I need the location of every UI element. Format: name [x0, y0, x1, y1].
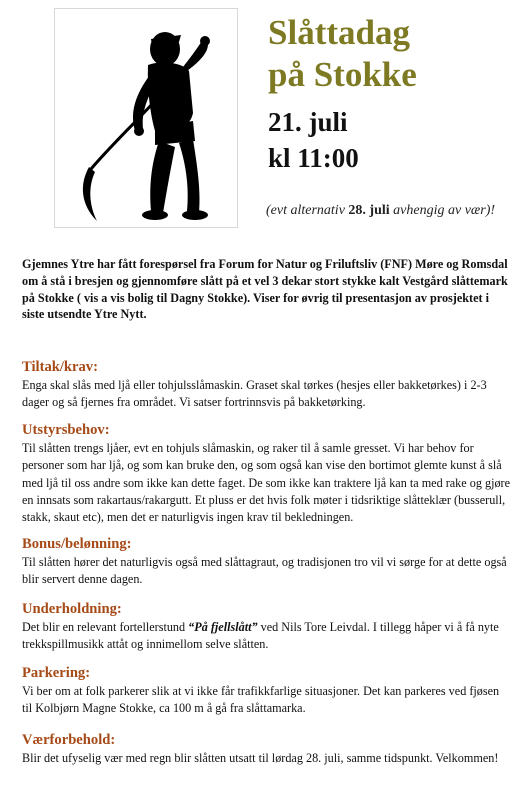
story-title: “På fjellslått” [188, 620, 258, 634]
section-text: Vi ber om at folk parkerer slik at vi ikke får trafikkfarlige situasjoner. Det kan parkeres ved fjøsen til Kolbjørn Magne Stokke, ca 100 m å gå fra slåttamarka. [22, 684, 500, 716]
event-title-line1: Slåttadag [268, 13, 410, 52]
intro-paragraph: Gjemnes Ytre har fått forespørsel fra Forum for Natur og Friluftsliv (FNF) Møre og Romsdal om å stå i bresjen og gjennomføre slått på et vel 3 dekar stort stykke kalt Vestgård slåttemark på Stokke ( vis a vis bolig til Dagny Stokke). Viser for øvrig til presentasjon av prosjektet i siste utsendte Ytre Nytt. [22, 257, 508, 322]
scythe-mower-icon [55, 9, 237, 227]
scythe-mower-illustration [54, 8, 238, 228]
section-text: Enga skal slås med ljå eller tohjulsslåmaskin. Graset skal tørkes (hesjes eller bakketørkes) i 2-3 dager og så fjernes fra området. Vi satser fortrinnsvis på bakketørking. [22, 378, 487, 410]
section-tiltak [22, 358, 512, 412]
section-heading: Underholdning: [22, 601, 122, 617]
event-title [268, 12, 417, 96]
section-vaerforbehold [22, 731, 512, 767]
section-text: Blir det ufyselig vær med regn blir slåtten utsatt til lørdag 28. juli, samme tidspunkt. Velkommen! [22, 751, 499, 765]
section-parkering [22, 664, 512, 718]
alternative-date-note [266, 203, 495, 219]
alt-suffix: avhengig av vær)! [389, 203, 496, 218]
section-heading: Bonus/belønning: [22, 536, 132, 552]
section-text: Til slåtten trengs ljåer, evt en tohjuls slåmaskin, og raker til å samle gresset. Vi har behov for personer som har ljå, og som kan bruke den, og som også kan vise den bortimot glemte kunst å slå med ljå til oss andre som ikke kan dette faget. De som ikke kan traktere ljå kan ta med rake og gjøre en innsats som rakartaus/rakargutt. Et pluss er det hvis folk møter i tidsriktige slåtteklær (busserull, stakk, skaut etc), men det er naturligvis ingen krav til bekledningen. [22, 441, 511, 525]
section-text: Til slåtten hører det naturligvis også med slåttagraut, og tradisjonen tro vil vi sørge for at dette også blir servert denne dagen. [22, 555, 507, 587]
alt-date: 28. juli [348, 203, 390, 218]
section-utstyrsbehov [22, 421, 512, 526]
text-before: Det blir en relevant fortellerstund [22, 620, 189, 634]
event-time: kl 11:00 [268, 143, 359, 173]
section-heading: Utstyrsbehov: [22, 422, 110, 438]
section-text [22, 619, 512, 654]
alt-prefix: (evt alternativ [266, 203, 349, 218]
section-heading: Parkering: [22, 665, 91, 681]
text-after: ved Nils Tore Leivdal. I tillegg håper vi å få nyte trekkspillmusikk attåt og innimellom selve slåtten. [22, 620, 499, 652]
section-heading: Tiltak/krav: [22, 359, 98, 375]
section-bonus [22, 535, 512, 589]
section-heading: Værforbehold: [22, 732, 116, 748]
event-title-line2: på Stokke [268, 55, 417, 94]
event-date: 21. juli [268, 107, 348, 137]
section-underholdning [22, 600, 512, 654]
